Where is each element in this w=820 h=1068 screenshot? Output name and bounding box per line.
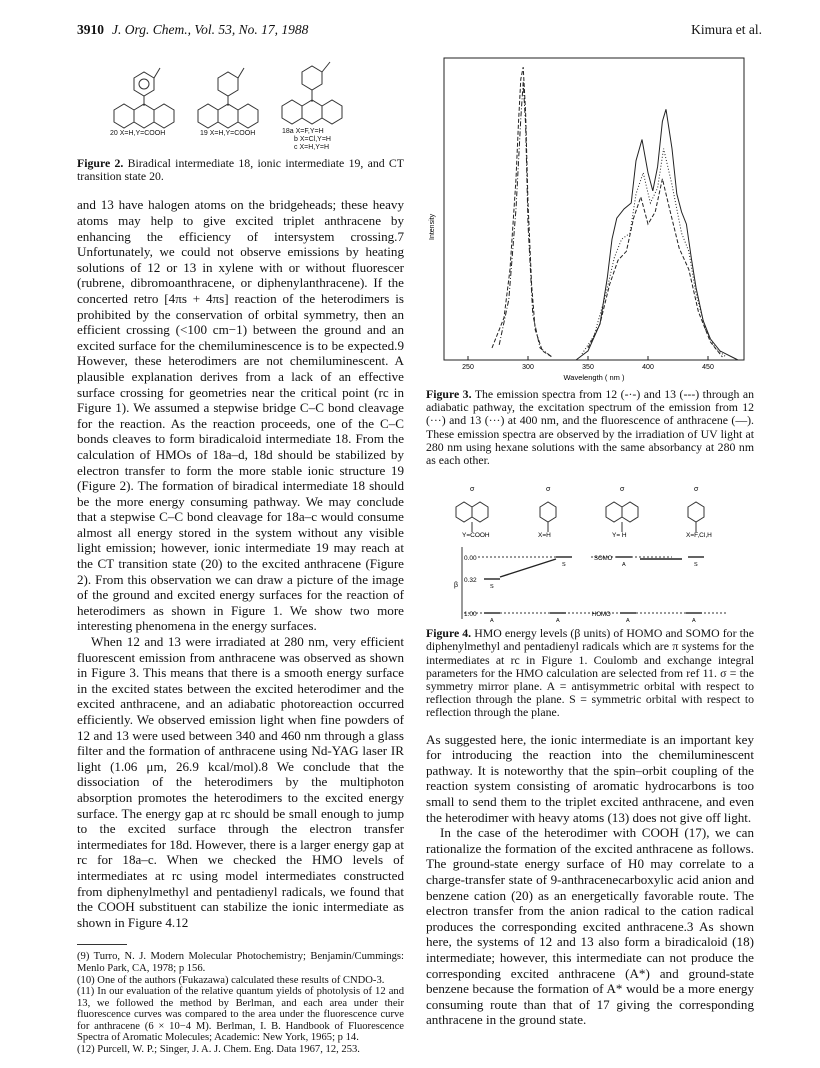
- sigma-label-1: σ: [470, 486, 475, 494]
- figure-4-caption: [426, 627, 754, 719]
- label-x-h: X=H: [538, 532, 551, 540]
- plot-frame: [444, 58, 744, 360]
- left-paragraph-2: When 12 and 13 were irradiated at 280 nm, very efficient fluorescent emission from anthracene was observed as shown in Figure 3. This means that there is a smooth energy surface in the excited states between the excited heterodimer and the excited anthracene, and an adiabatic photoreaction occurred efficiently. We observed emission light when fine powders of 12 and 13 were used between 340 and 460 nm through a glass filter and the formation of anthracene using Nd-YAG laser IR light (1.06 μm, 26.9 kcal/mol).8 We conclude that the dissociation of the heterodimers by the multiphoton absorption promotes the heterodimers to the excited energy surface. The energy gap at rc should be small enough to jump to the excited surface through the electron transfer intermediates for 18d. However, there is a larger energy gap at rc for 18a–c. When we checked the HMO levels of intermediates at rc using model intermediates constructed from diphenylmethyl and pentadienyl radicals, we found that the COOH substituent can stabilize the ionic intermediate as shown in Figure 4.12: [77, 634, 404, 930]
- left-paragraph-1: and 13 have halogen atoms on the bridgeheads; these heavy atoms may help to give excited triplet anthracene by enhancing the efficiency of intersystem crossing.7 Unfortunately, we could not observe emissions by heating solutions of 12 or 13 in xylene with or without fluorescer (rubrene, dibromoanthracene, or diphenylanthracene). If the concerted retro [4πs + 4πs] reaction of the heterodimers is prohibited by the conservation of orbital symmetry, then an efficient crossing (<100 cm−1) between the ground and an excited surface for the chemiluminescence is to be expected.9 However, these heterodimers are not chemiluminescent. A plausible explanation derives from a lack of an effective surface crossing for geometries near the critical point (rc in Figure 1). We assumed a stepwise bridge C–C bond cleavage for the reaction. As the reaction proceeds, one of the C–C bonds cleaves to form biradicaloid intermediate 18. From the calculation of HMOs of 18a–d, 18d should be stabilized by electron transfer to form the more stable ionic structure 19 (Figure 2). The formation of biradical intermediate 18 should be the more energy consuming pathway. We may conclude that a stepwise C–C bond cleavage for 18a–c would consume almost all energy stored in the system without any visible light emission; however, ionic intermediate 19 may reach at the CT transition state (20) to the excited anthracene (Figure 2). From this observation we can draw a picture of the image of the ground and excited energy surfaces for the reaction of heterodimers as shown in Figure 1. We show two more interesting phenomena in the energy surfaces.: [77, 197, 404, 634]
- figure-2-label-18: [282, 128, 331, 152]
- x-axis-label: Wavelength ( nm ): [563, 373, 625, 382]
- figure-2-caption-text: Biradical intermediate 18, ionic intermediate 19, and CT transition state 20.: [77, 156, 405, 184]
- sym-label-a4: A: [626, 618, 630, 625]
- sym-label-s2: S: [694, 562, 698, 569]
- homo-label: HOMO: [592, 612, 611, 619]
- phenyl-ring-2: [472, 502, 488, 522]
- footnote-10: (10) One of the authors (Fukazawa) calculated these results of CNDO-3.: [77, 974, 385, 986]
- pentadienyl-1: [540, 502, 556, 522]
- right-column: [426, 50, 754, 1028]
- figure-4-diagram: [426, 477, 754, 625]
- beta-label: β: [454, 582, 459, 590]
- page-number: 3910: [77, 22, 104, 37]
- footnote-rule: [77, 944, 127, 945]
- x-tick-label: 450: [702, 364, 714, 371]
- sym-label-a2: A: [490, 618, 494, 625]
- sym-label-a5: A: [692, 618, 696, 625]
- x-tick-label: 300: [522, 364, 534, 371]
- figure-2-structures: [100, 48, 360, 152]
- spectrum-line-2: [576, 109, 738, 360]
- emission-spectra-chart: [426, 50, 754, 384]
- energy-100: 1.00: [464, 611, 477, 619]
- figure-3-caption: [426, 388, 754, 467]
- x-tick-label: 400: [642, 364, 654, 371]
- sigma-label-3: σ: [620, 486, 625, 494]
- figure-3-caption-text: The emission spectra from 12 (-·-) and 13 (---) through an adiabatic pathway, the excitation spectrum of the emission from 12 (···) and 13 (···) at 400 nm, and the fluorescence of anthracene (—). These emission spectra are observed by the irradiation of UV light at 280 nm using hexane solutions with the same absorbancy at 280 nm as each other.: [426, 387, 754, 468]
- figure-2-caption: [77, 157, 404, 183]
- sigma-label-2: σ: [546, 486, 551, 494]
- footnote-9: (9) Turro, N. J. Modern Molecular Photochemistry; Benjamin/Cummings: Menlo Park, CA, 1978; p 156.: [77, 951, 404, 974]
- y-axis-label: Intensity: [429, 213, 436, 240]
- sym-label-a3: A: [556, 618, 560, 625]
- sigma-label-4: σ: [694, 486, 699, 494]
- figure-3-caption-label: Figure 3.: [426, 387, 472, 401]
- phenyl-ring-3: [606, 502, 622, 522]
- figure-2-label-20: 20 X=H,Y=COOH: [110, 130, 166, 137]
- figure-2-label-18b: b X=Cl,Y=H: [294, 136, 331, 143]
- x-tick-label: 350: [582, 364, 594, 371]
- sym-label-s3: S: [490, 584, 494, 591]
- right-paragraph-1: As suggested here, the ionic intermediate is an important key for introducing the reaction into the chemiluminescent pathway. It is noteworthy that the spin–orbit coupling of the reaction system consisting of aromatic hydrocarbons is too small to send them to the triplet excited anthracene, and even the heterodimer with heavy atoms (13) does not give off light.: [426, 731, 754, 825]
- x-tick-label: 250: [462, 364, 474, 371]
- running-header: [77, 22, 308, 38]
- energy-0: 0.00: [464, 555, 477, 563]
- right-paragraph-2: In the case of the heterodimer with COOH (17), we can rationalize the formation of the excited anthracene as follows. The ground-state energy surface of H0 may correlate to a charge-transfer state of 9-anthracenecarboxylic acid anion and benzene cation (20) as an energetically favorable route. The electron transfer from the anion radical to the cation radical produces the corresponding excited anthracene.3 As shown here, the systems of 12 and 13 also form a biradicaloid (18) intermediate; however, this intermediate can not produce the corresponding excited anthracene (A*) and ground-state benzene because the formation of A* would be a more energy consuming route than that of 17 giving the corresponding anthracene in the ground state.: [426, 825, 754, 1028]
- sym-label-s1: S: [562, 562, 566, 569]
- pentadienyl-2: [688, 502, 704, 522]
- figure-3-chart: [426, 50, 754, 384]
- label-x-fclh: X=F,Cl,H: [686, 532, 712, 540]
- somo-label: SOMO: [594, 556, 613, 563]
- figure-4-caption-label: Figure 4.: [426, 626, 472, 641]
- left-column: [77, 157, 404, 1056]
- label-y-cooh: Y=COOH: [462, 532, 490, 540]
- label-y-h: Y= H: [612, 532, 627, 540]
- footnote-12: (12) Purcell, W. P.; Singer, J. A. J. Chem. Eng. Data 1967, 12, 253.: [77, 1044, 360, 1056]
- spectrum-line-1: [499, 82, 552, 357]
- energy-032: 0.32: [464, 577, 477, 585]
- figure-2-label-18a: 18a X=F,Y=H: [282, 128, 324, 135]
- hmo-levels-diagram: [426, 477, 754, 625]
- figure-4-caption-text: HMO energy levels (β units) of HOMO and SOMO for the diphenylmethyl and pentadienyl radicals which are π systems for the intermediates at rc in Figure 1. Coulomb and exchange integral parameters for the HMO calculation are selected from ref 11. σ = the symmetry mirror plane. A = antisymmetric orbital with respect to reflection through the plane. S = symmetric orbital with respect to reflection through the plane.: [426, 626, 754, 720]
- footnote-11: (11) In our evaluation of the relative quantum yields of photolysis of 12 and 13, we followed the method by Berlman, and each area under their fluorescence curves was compared to the area under the fluorescence curve for anthracene (6 × 10−4 M). Berlman, I. B. Handbook of Fluorescence Spectra of Aromatic Molecules; Academic: New York, 1965; p 14.: [77, 986, 404, 1044]
- sym-label-a1: A: [622, 562, 626, 569]
- phenyl-ring-4: [622, 502, 638, 522]
- spectrum-line-0: [492, 67, 552, 357]
- figure-2-label-19: 19 X=H,Y=COOH: [200, 130, 256, 137]
- journal-citation: J. Org. Chem., Vol. 53, No. 17, 1988: [112, 22, 309, 37]
- header-authors: Kimura et al.: [691, 22, 762, 37]
- figure-2-label-18c: c X=H,Y=H: [294, 144, 330, 151]
- phenyl-ring-1: [456, 502, 472, 522]
- figure-2-caption-label: Figure 2.: [77, 156, 124, 170]
